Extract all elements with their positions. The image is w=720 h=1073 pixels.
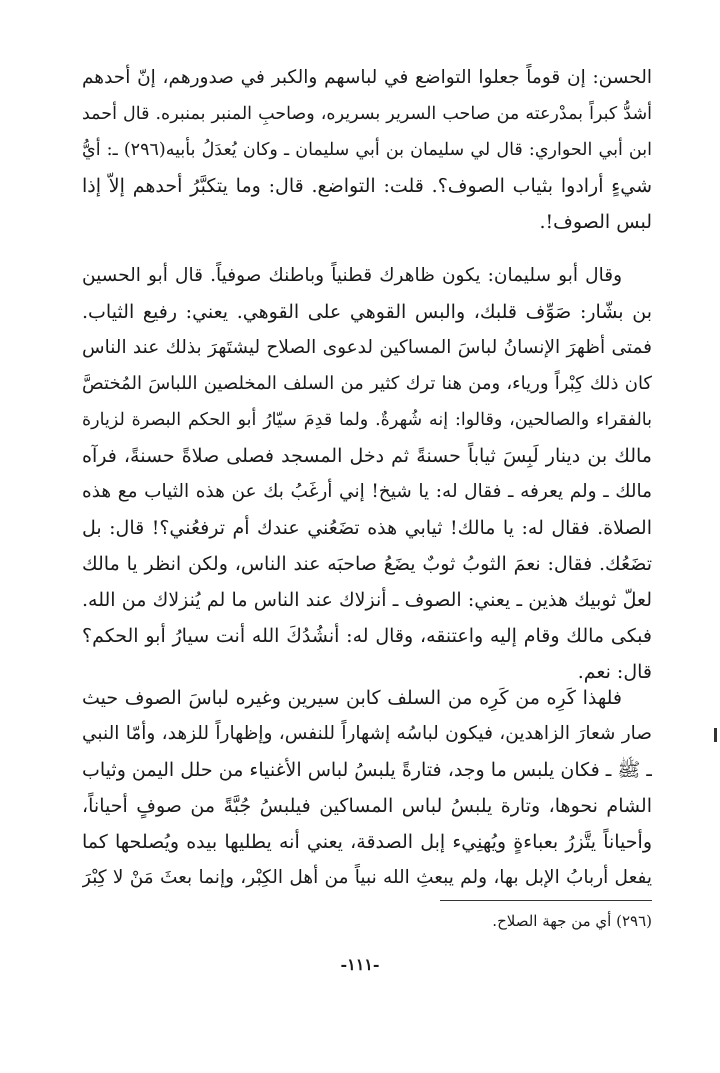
page-number: -١١١- xyxy=(340,955,380,974)
text-line: الشام نحوها، وتارة يلبسُ لباس المساكين فيلبسُ جُبَّةً من صوفٍ أحياناً، xyxy=(82,795,652,817)
text-line: صار شعارَ الزاهدين، فيكون لباسُه إشهاراً للنفس، وإظهاراً للزهد، وأمّا النبي xyxy=(82,723,652,744)
text-line: أشدُّ كبراً بمدْرعته من صاحب السرير بسريره، وصاحبِ المنبر بمنبره. قال أحمد xyxy=(82,104,652,124)
text-line: فبكى مالك وقام إليه واعتنقه، وقال له: أنشُدُكَ الله أنت سيارُ أبو الحكم؟ xyxy=(82,625,652,647)
text-line: بن بشّار: صَوِّف قلبك، والبس القوهي على القوهي. يعني: رفيع الثياب. xyxy=(82,301,652,323)
text-line: ـ ﷺ ـ فكان يلبس ما وجد، فتارةً يلبسُ لباس الأغنياء من حلل اليمن وثياب xyxy=(82,759,652,781)
text-line: فلهذا كَرِه من كَرِه من السلف كابن سيرين وغيره لباسَ الصوف حيث xyxy=(82,687,622,709)
text-line: بالفقراء والصالحين، وقالوا: إنه شُهرةٌ. ولما قدِمَ سيّارُ أبو الحكم البصرة لزيارة xyxy=(82,410,652,430)
margin-mark xyxy=(714,728,717,742)
text-line: وقال أبو سليمان: يكون ظاهرك قطنياً وباطنك صوفياً. قال أبو الحسين xyxy=(82,265,622,286)
paragraph-1 xyxy=(82,60,652,240)
text-line: تضَعُك. فقال: نعمَ الثوبُ ثوبٌ يضَعُ صاحبَه عند الناس، ولكن انظر يا مالك xyxy=(82,553,652,575)
footnote-divider xyxy=(440,900,652,901)
text-line: الحسن: إن قوماً جعلوا التواضع في لباسهم والكبر في صدورهم، إنّ أحدهم xyxy=(82,67,652,88)
text-line: كان ذلك كِبْراً ورياء، ومن هنا ترك كثير من السلف المخلصين اللباسَ المُختصَّ xyxy=(82,373,652,394)
text-line: لعلّ ثوبيك هذين ـ يعني: الصوف ـ أنزلاك عند الناس ما لم يُنزلاك من الله. xyxy=(82,589,652,611)
text-line: لبس الصوف!. xyxy=(539,211,652,233)
paragraph-2 xyxy=(82,258,652,690)
paragraph-3 xyxy=(82,680,652,896)
footnote: (٢٩٦) أي من جهة الصلاح. xyxy=(492,912,652,930)
text-line: يفعل أربابُ الإبل بها، ولم يبعثِ الله نبياً من أهل الكِبْر، وإنما بعثَ مَنْ لا كِبْرَ xyxy=(82,867,652,888)
text-line: شيءٍ أرادوا بثياب الصوف؟. قلت: التواضع. قال: وما يتكبَّرُ أحدهم إلاّ إذا xyxy=(82,175,652,197)
text-line: الصلاة. فقال له: يا مالك! ثيابي هذه تضَعُني عندك أم ترفعُني؟! قال: بل xyxy=(82,517,652,539)
text-line: فمتى أظهرَ الإنسانُ لباسَ المساكين لدعوى الصلاح ليشتَهرَ بذلك عند الناس xyxy=(82,337,652,358)
text-line: ابن أبي الحواري: قال لي سليمان بن أبي سليمان ـ وكان يُعدَلُ بأبيه(٢٩٦) ـ: أيُّ xyxy=(82,140,652,160)
text-line: قال: نعم. xyxy=(577,661,652,683)
text-line: مالك ـ ولم يعرفه ـ فقال له: يا شيخ! إني أرغَبُ بك عن هذه الثياب مع هذه xyxy=(82,481,652,502)
text-line: وأحياناً يتَّزرُ بعباءةٍ ويُهنِيء إبل الصدقة، يعني أنه يطليها بيده ويُصلحها كما xyxy=(82,831,652,853)
text-line: مالك بن دينار لَبِسَ ثياباً حسنةً ثم دخل المسجد فصلى صلاةً حسنةً، فرآه xyxy=(82,445,652,467)
